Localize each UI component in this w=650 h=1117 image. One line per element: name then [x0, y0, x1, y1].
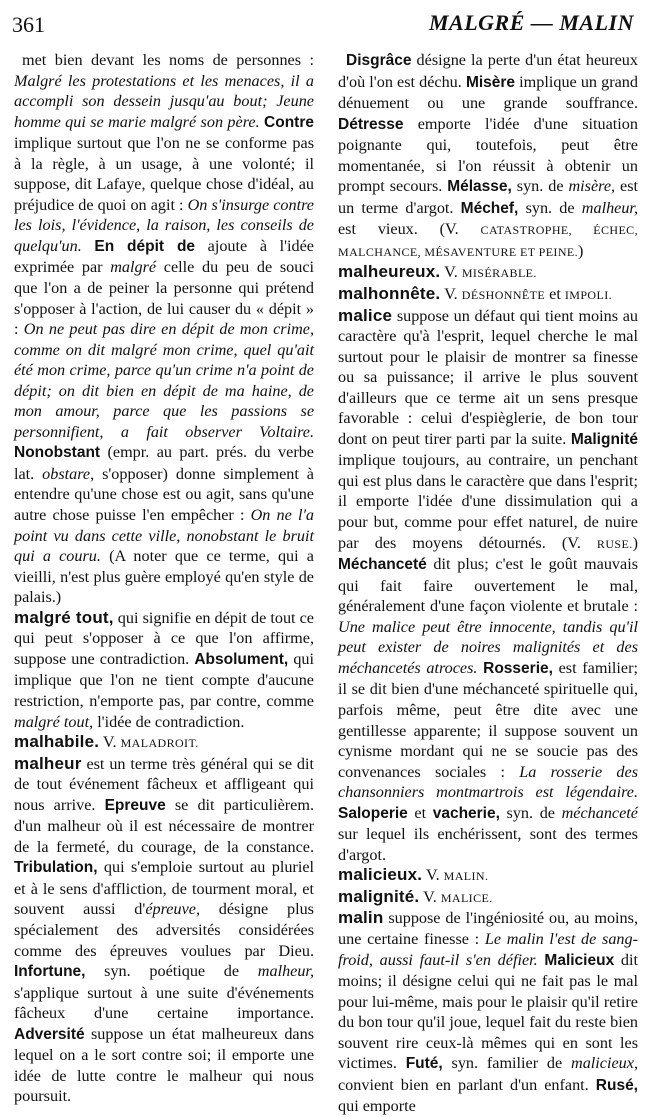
synonym-term: En dépit de: [94, 237, 196, 255]
body-text: ): [632, 533, 638, 552]
cross-reference: MALIN.: [443, 869, 489, 884]
example-text: Malgré les protestations et les menaces, il a accompli son dessein jusqu'au bout; Jeune homme qui se marie malgré son père.: [14, 71, 314, 131]
body-text: implique un grand dénuement ou une grande souffrance.: [338, 72, 638, 113]
body-text: syn. de: [511, 177, 569, 196]
cross-reference: IMPOLI.: [564, 288, 613, 303]
example-text: On ne peut pas dire en dépit de mon crime, comme on dit malgré mon crime, quel qu'ait été mon crime, parce qu'un crime n'a point de dépit; on dit bien en dépit de ma haine, de mon amour, parce que les passions se personnifient, a fait observer Voltaire.: [14, 320, 314, 441]
headword: malhabile.: [14, 732, 100, 752]
body-text: V.: [440, 263, 462, 282]
synonym-term: Futé,: [405, 1055, 443, 1073]
dictionary-entry: [338, 284, 638, 306]
dictionary-entry: [338, 306, 638, 866]
example-text: Une malice peut être innocente, tandis qu'il peut exister de noires malignités et des méchancetés atroces.: [338, 617, 638, 677]
body-text: [82, 237, 95, 255]
body-text: (empr. au part. prés. du verbe lat.: [14, 443, 314, 483]
body-text: qui signifie en dépit de tout ce qui peut s'opposer à ce que l'on affirme, suppose une contradiction.: [14, 608, 314, 668]
running-head: MALGRÉ — MALIN: [428, 10, 634, 35]
body-text: se dit particulièrem. d'un malheur où il est nécessaire de montrer de la fermeté, du courage, de la constance.: [14, 795, 314, 856]
synonym-term: Nonobstant: [14, 444, 101, 462]
headword: malin: [338, 908, 384, 928]
example-text: On s'insurge contre les lois, l'évidence, la raison, les conseils de quelqu'un.: [14, 195, 314, 255]
example-text: Le malin l'est de sang-froid, aussi faut-il s'en défier.: [338, 929, 638, 969]
body-text: suppose de l'ingéniosité ou, au moins, une certaine finesse :: [338, 909, 638, 948]
dictionary-entry: [14, 732, 314, 754]
left-column: [14, 50, 315, 1106]
example-text: On ne l'a point vu dans cette ville, nonobstant le bruit qui a couru.: [14, 506, 314, 566]
synonym-term: Epreuve: [104, 796, 166, 814]
cross-reference: DÉSHONNÊTE: [461, 288, 546, 303]
example-text: méchanceté: [561, 803, 638, 822]
synonym-term: Contre: [264, 113, 314, 131]
synonym-term: Rosserie,: [483, 659, 553, 677]
dictionary-entry: [14, 608, 314, 732]
synonym-term: Saloperie: [338, 804, 408, 822]
synonym-term: Malicieux: [544, 951, 615, 969]
body-text: celle du peu de souci que l'on a de peiner la personne qui prétend s'opposer à l'action, de lui causer du « dépit » :: [14, 258, 314, 339]
body-text: V.: [99, 733, 121, 752]
body-text: qui emporte: [338, 1097, 416, 1116]
example-text: malgré: [110, 258, 157, 277]
body-text: qui s'emploie surtout au pluriel et à le sens d'affliction, de tourment moral, et souvent aussi d': [14, 858, 314, 919]
headword: malheureux.: [338, 262, 441, 282]
example-text: obstare: [42, 464, 91, 483]
cross-reference: MALICE.: [440, 890, 493, 905]
body-text: l'idée de contradiction.: [93, 712, 245, 731]
synonym-term: Disgrâce: [346, 52, 412, 69]
body-text: convient bien en parlant d'un enfant.: [338, 1075, 596, 1094]
body-text: est familier; il se dit bien d'une méchanceté spirituelle qui, parfois même, peut être dite avec une gentillesse apparente; il suppose souvent un cynisme mordant qui ne se soucie pas des convenances sociales :: [338, 658, 638, 781]
example-text: épreuve,: [145, 900, 200, 919]
body-text: ajoute à l'idée exprimée par: [14, 236, 314, 277]
headword: malhonnête.: [338, 284, 441, 304]
continued-paragraph: [14, 50, 314, 608]
body-text: syn. poétique de: [85, 962, 258, 981]
body-text: et: [545, 285, 565, 304]
page-number: 361: [12, 12, 45, 37]
example-text: La rosserie des chansonniers montmartrois est légendaire.: [338, 762, 638, 802]
synonym-term: Méchef,: [460, 199, 519, 217]
body-text: , s'opposer) donne simplement à entendre qu'une chose est ou agit, sans qu'une autre chose puisse l'en empêcher :: [14, 464, 314, 525]
body-text: et: [407, 803, 433, 822]
body-text: est un terme très général qui se dit de tout événement fâcheux et affligeant qui nous arrive.: [14, 754, 314, 814]
body-text: met bien devant les noms de personnes :: [22, 51, 314, 69]
body-text: emporte l'idée d'une situation poignante qui, toutefois, peut être momentanée, si l'on réussit à obtenir un prompt secours.: [338, 114, 638, 196]
body-text: sur lequel ils enchérissent, sont des termes d'argot.: [338, 825, 638, 864]
synonym-term: Misère: [465, 73, 516, 91]
body-text: est un terme d'argot.: [338, 177, 638, 217]
synonym-term: Malignité: [570, 430, 638, 448]
synonym-term: Mélasse,: [447, 178, 512, 196]
dictionary-entry: [338, 865, 638, 887]
body-text: syn. de: [499, 803, 562, 822]
synonym-term: Tribulation,: [14, 859, 98, 877]
cross-reference: CATASTROPHE, ÉCHEC, MALCHANCE, MÉSAVENTURE ET PEINE.: [338, 223, 638, 259]
body-text: ): [578, 241, 584, 260]
dictionary-entry: [338, 887, 638, 909]
body-text: dit moins; il désigne celui qui ne fait pas le mal pour lui-même, mais pour le plaisir qu'il retire du bon tour qu'il joue, lequel fait du reste bien souvent rire ceux-là mêmes qui en sont les victimes.: [338, 950, 638, 1073]
synonym-term: vacherie,: [432, 804, 500, 822]
cross-reference: RUSE.: [596, 536, 633, 551]
dictionary-entry: [338, 908, 638, 1116]
body-text: implique toujours, au contraire, un penchant qui est plus dans le caractère que dans l'esprit; il emporte l'idée d'une dissimulation qui a pour but, comme pour effet naturel, de nuire par des moyens détournés. (V.: [338, 451, 638, 552]
headword: malice: [338, 305, 393, 325]
cross-reference: MISÉRABLE.: [461, 266, 537, 281]
dictionary-entry: [14, 754, 314, 1107]
synonym-term: Méchanceté: [338, 556, 427, 574]
body-text: (A noter que ce terme, qui a vieilli, n'est plus guère employé qu'en style de palais.): [14, 547, 314, 607]
headword: malheur: [14, 753, 82, 773]
synonym-term: Adversité: [14, 1025, 85, 1043]
body-text: V.: [419, 887, 441, 906]
dictionary-entry: [338, 262, 638, 284]
synonym-term: Absolument,: [194, 650, 289, 668]
body-text: désigne la perte d'un état heureux d'où l'on est déchu.: [338, 51, 638, 91]
example-text: misère,: [568, 177, 616, 196]
example-text: malheur,: [581, 198, 638, 217]
body-text: syn. familier de: [442, 1054, 572, 1073]
right-column: [338, 50, 638, 1116]
body-text: est vieux. (V.: [338, 220, 481, 239]
headword: malicieux.: [338, 865, 423, 885]
body-text: V.: [422, 866, 444, 885]
cross-reference: MALADROIT.: [120, 736, 199, 751]
synonym-term: Rusé,: [595, 1076, 638, 1094]
body-text: s'applique surtout à une suite d'événements fâcheux d'une certaine importance.: [14, 983, 314, 1023]
example-text: malgré tout,: [14, 712, 94, 731]
continued-paragraph: [338, 50, 638, 262]
body-text: suppose un état malheureux dans lequel on a le sort contre soi; il emporte une idée de lutte contre le malheur qui nous poursuit.: [14, 1024, 314, 1106]
body-text: dit plus; c'est le goût mauvais qui fait faire ouvertement le mal, généralement d'une façon violente et brutale :: [338, 555, 638, 616]
example-text: malicieux,: [571, 1054, 638, 1073]
example-text: malheur,: [257, 962, 314, 981]
body-text: V.: [440, 285, 462, 304]
synonym-term: Infortune,: [14, 963, 86, 981]
body-text: désigne plus spécialement des adversités considérées comme des épreuves voulues par Dieu.: [14, 900, 314, 960]
body-text: syn. de: [518, 198, 582, 217]
headword: malignité.: [338, 886, 420, 906]
headword: malgré tout,: [14, 607, 114, 627]
synonym-term: Détresse: [338, 115, 404, 133]
body-text: implique surtout que l'on ne se conforme pas à la règle, à un usage, à une volonté; il suppose, dit Lafaye, quelque chose d'idéal, au préjudice de quoi on agit :: [14, 134, 314, 214]
body-text: qui implique que l'on ne tient compte d'aucune restriction, n'emporte pas, par contre, comme: [14, 649, 315, 710]
body-text: suppose un défaut qui tient moins au caractère qu'à l'esprit, lequel cherche le mal surtout pour le plaisir de montrer sa finesse ou sa puissance; il arrive le plus souvent d'ailleurs que ce terme ait un sens presque favorable : celui d'espièglerie, de bon tour dont on peut tirer parti par la suite.: [338, 306, 638, 448]
